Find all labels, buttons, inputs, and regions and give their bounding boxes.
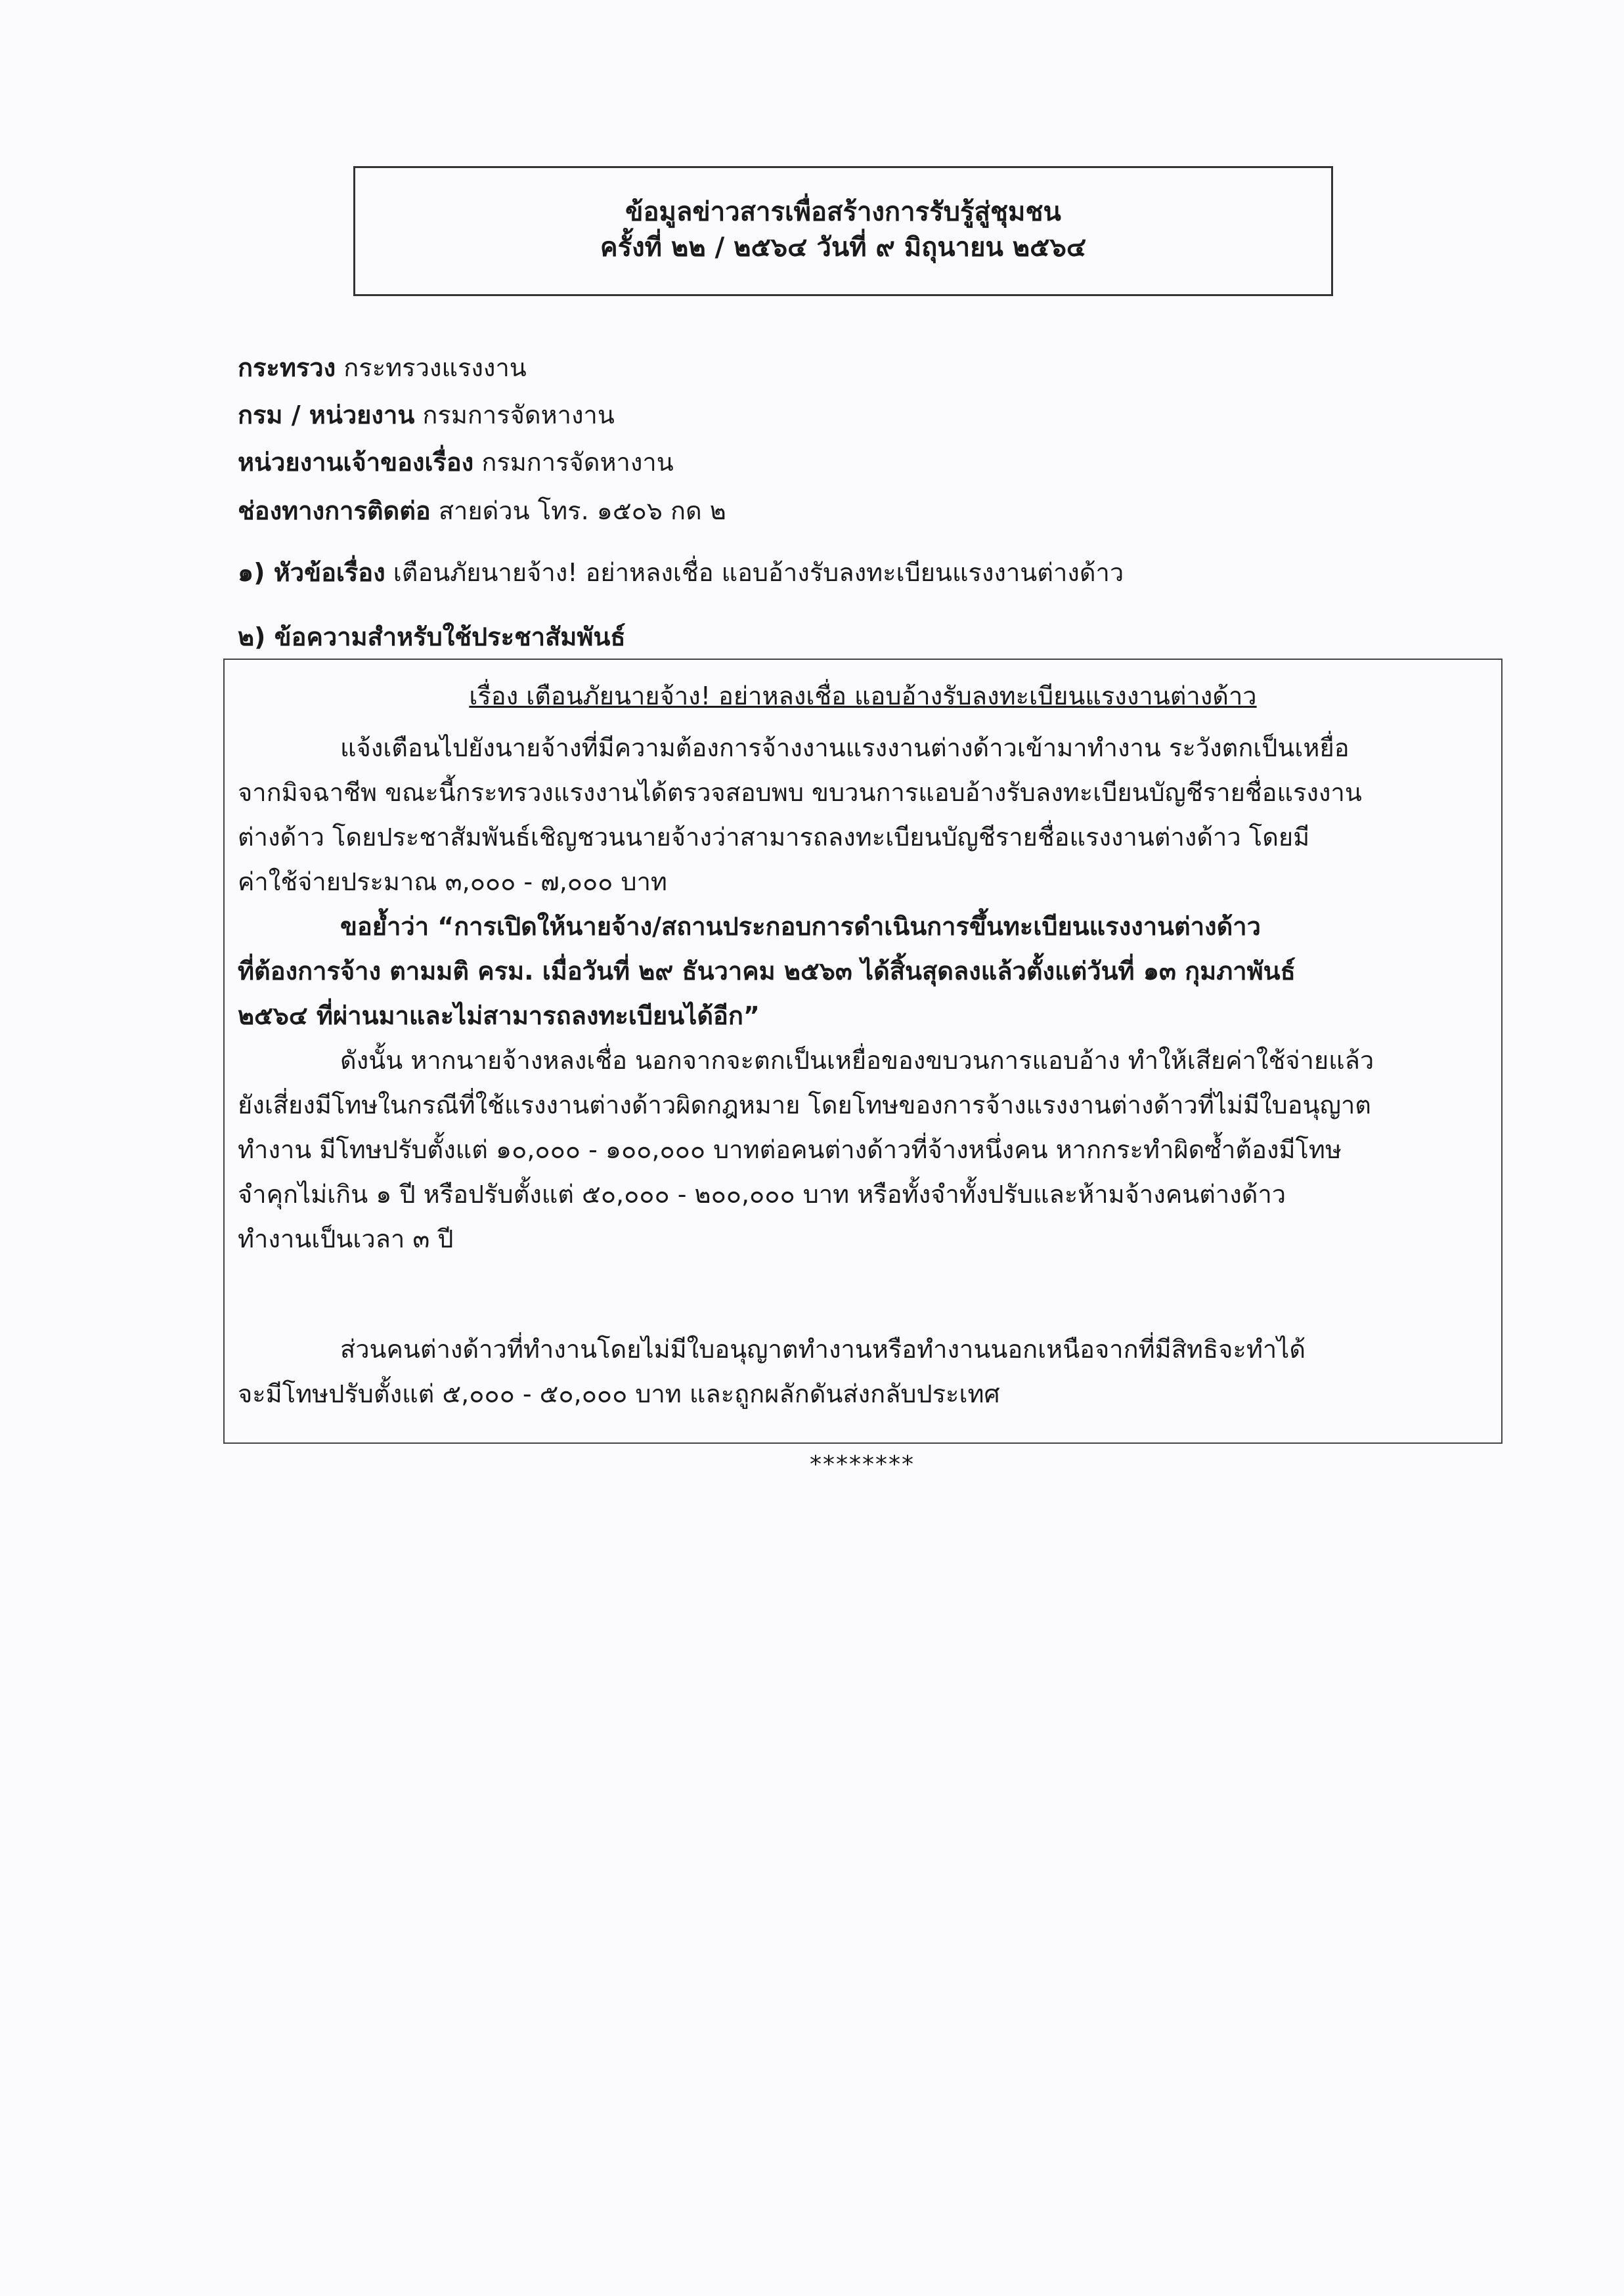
p1-line: จากมิจฉาชีพ ขณะนี้กระทรวงแรงงานได้ตรวจสอบพบ ขบวนการแอบอ้างรับลงทะเบียนบัญชีรายชื่อแรงงาน (238, 778, 1362, 807)
department-value: กรมการจัดหางาน (422, 401, 615, 429)
topic-label: ๑) หัวข้อเรื่อง (238, 558, 385, 587)
contact-value: สายด่วน โทร. ๑๕๐๖ กด ๒ (438, 496, 726, 525)
title-line-2: ครั้งที่ ๒๒ / ๒๕๖๔ วันที่ ๙ มิถุนายน ๒๕๖๔ (600, 232, 1087, 263)
p3-line: ทำงานเป็นเวลา ๓ ปี (238, 1224, 454, 1253)
announcement-subject: เรื่อง เตือนภัยนายจ้าง! อย่าหลงเชื่อ แอบอ้างรับลงทะเบียนแรงงานต่างด้าว (469, 682, 1257, 710)
meta-department (238, 399, 615, 431)
p4-line: ส่วนคนต่างด้าวที่ทำงานโดยไม่มีใบอนุญาตทำงานหรือทำงานนอกเหนือจากที่มีสิทธิจะทำได้ (340, 1335, 1306, 1364)
announcement-box (223, 659, 1503, 1444)
contact-label: ช่องทางการติดต่อ (238, 496, 431, 525)
p2-line: ที่ต้องการจ้าง ตามมติ ครม. เมื่อวันที่ ๒๙ ธันวาคม ๒๕๖๓ ได้สิ้นสุดลงแล้วตั้งแต่วันที่ ๑๓ กุมภาพันธ์ (238, 957, 1296, 986)
p1-line: ค่าใช้จ่ายประมาณ ๓,๐๐๐ - ๗,๐๐๐ บาท (238, 867, 667, 896)
pr-heading (238, 620, 626, 653)
paragraph-2 (238, 904, 1488, 1038)
p4-line: จะมีโทษปรับตั้งแต่ ๕,๐๐๐ - ๕๐,๐๐๐ บาท และถูกผลักดันส่งกลับประเทศ (238, 1379, 1000, 1408)
owner-value: กรมการจัดหางาน (481, 448, 674, 477)
p3-line: ดังนั้น หากนายจ้างหลงเชื่อ นอกจากจะตกเป็นเหยื่อของขบวนการแอบอ้าง ทำให้เสียค่าใช้จ่ายแล้ว (340, 1046, 1374, 1075)
meta-ministry (238, 351, 527, 384)
pr-label: ๒) ข้อความสำหรับใช้ประชาสัมพันธ์ (238, 622, 626, 651)
p3-line: จำคุกไม่เกิน ๑ ปี หรือปรับตั้งแต่ ๕๐,๐๐๐ - ๒๐๐,๐๐๐ บาท หรือทั้งจำทั้งปรับและห้ามจ้างคนต่างด้าว (238, 1180, 1286, 1209)
ministry-label: กระทรวง (238, 353, 336, 382)
p1-line: ต่างด้าว โดยประชาสัมพันธ์เชิญชวนนายจ้างว่าสามารถลงทะเบียนบัญชีรายชื่อแรงงานต่างด้าว โดยมี (238, 823, 1310, 852)
owner-label: หน่วยงานเจ้าของเรื่อง (238, 448, 474, 477)
p2-line: ขอย้ำว่า “การเปิดให้นายจ้าง/สถานประกอบการดำเนินการขึ้นทะเบียนแรงงานต่างด้าว (340, 912, 1261, 941)
title-line-1: ข้อมูลข่าวสารเพื่อสร้างการรับรู้สู่ชุมชน (625, 197, 1061, 227)
end-marker: ******** (810, 1451, 915, 1478)
p2-line: ๒๕๖๔ ที่ผ่านมาและไม่สามารถลงทะเบียนได้อีก” (238, 1001, 760, 1030)
title-box (353, 166, 1333, 296)
paragraph-1 (238, 726, 1488, 904)
p1-line: แจ้งเตือนไปยังนายจ้างที่มีความต้องการจ้างงานแรงงานต่างด้าวเข้ามาทำงาน ระวังตกเป็นเหยื่อ (340, 733, 1350, 762)
topic-line (238, 556, 1124, 589)
paragraph-4 (238, 1327, 1488, 1416)
paragraph-3 (238, 1038, 1488, 1261)
topic-value: เตือนภัยนายจ้าง! อย่าหลงเชื่อ แอบอ้างรับลงทะเบียนแรงงานต่างด้าว (393, 558, 1124, 587)
meta-contact (238, 494, 726, 527)
p3-line: ทำงาน มีโทษปรับตั้งแต่ ๑๐,๐๐๐ - ๑๐๐,๐๐๐ บาทต่อคนต่างด้าวที่จ้างหนึ่งคน หากกระทำผิดซ้ำต้องมีโทษ (238, 1135, 1342, 1164)
ministry-value: กระทรวงแรงงาน (343, 353, 527, 382)
p3-line: ยังเสี่ยงมีโทษในกรณีที่ใช้แรงงานต่างด้าวผิดกฎหมาย โดยโทษของการจ้างแรงงานต่างด้าวที่ไม่มีใบอนุญาต (238, 1091, 1371, 1119)
department-label: กรม / หน่วยงาน (238, 401, 415, 429)
meta-owner (238, 446, 674, 479)
